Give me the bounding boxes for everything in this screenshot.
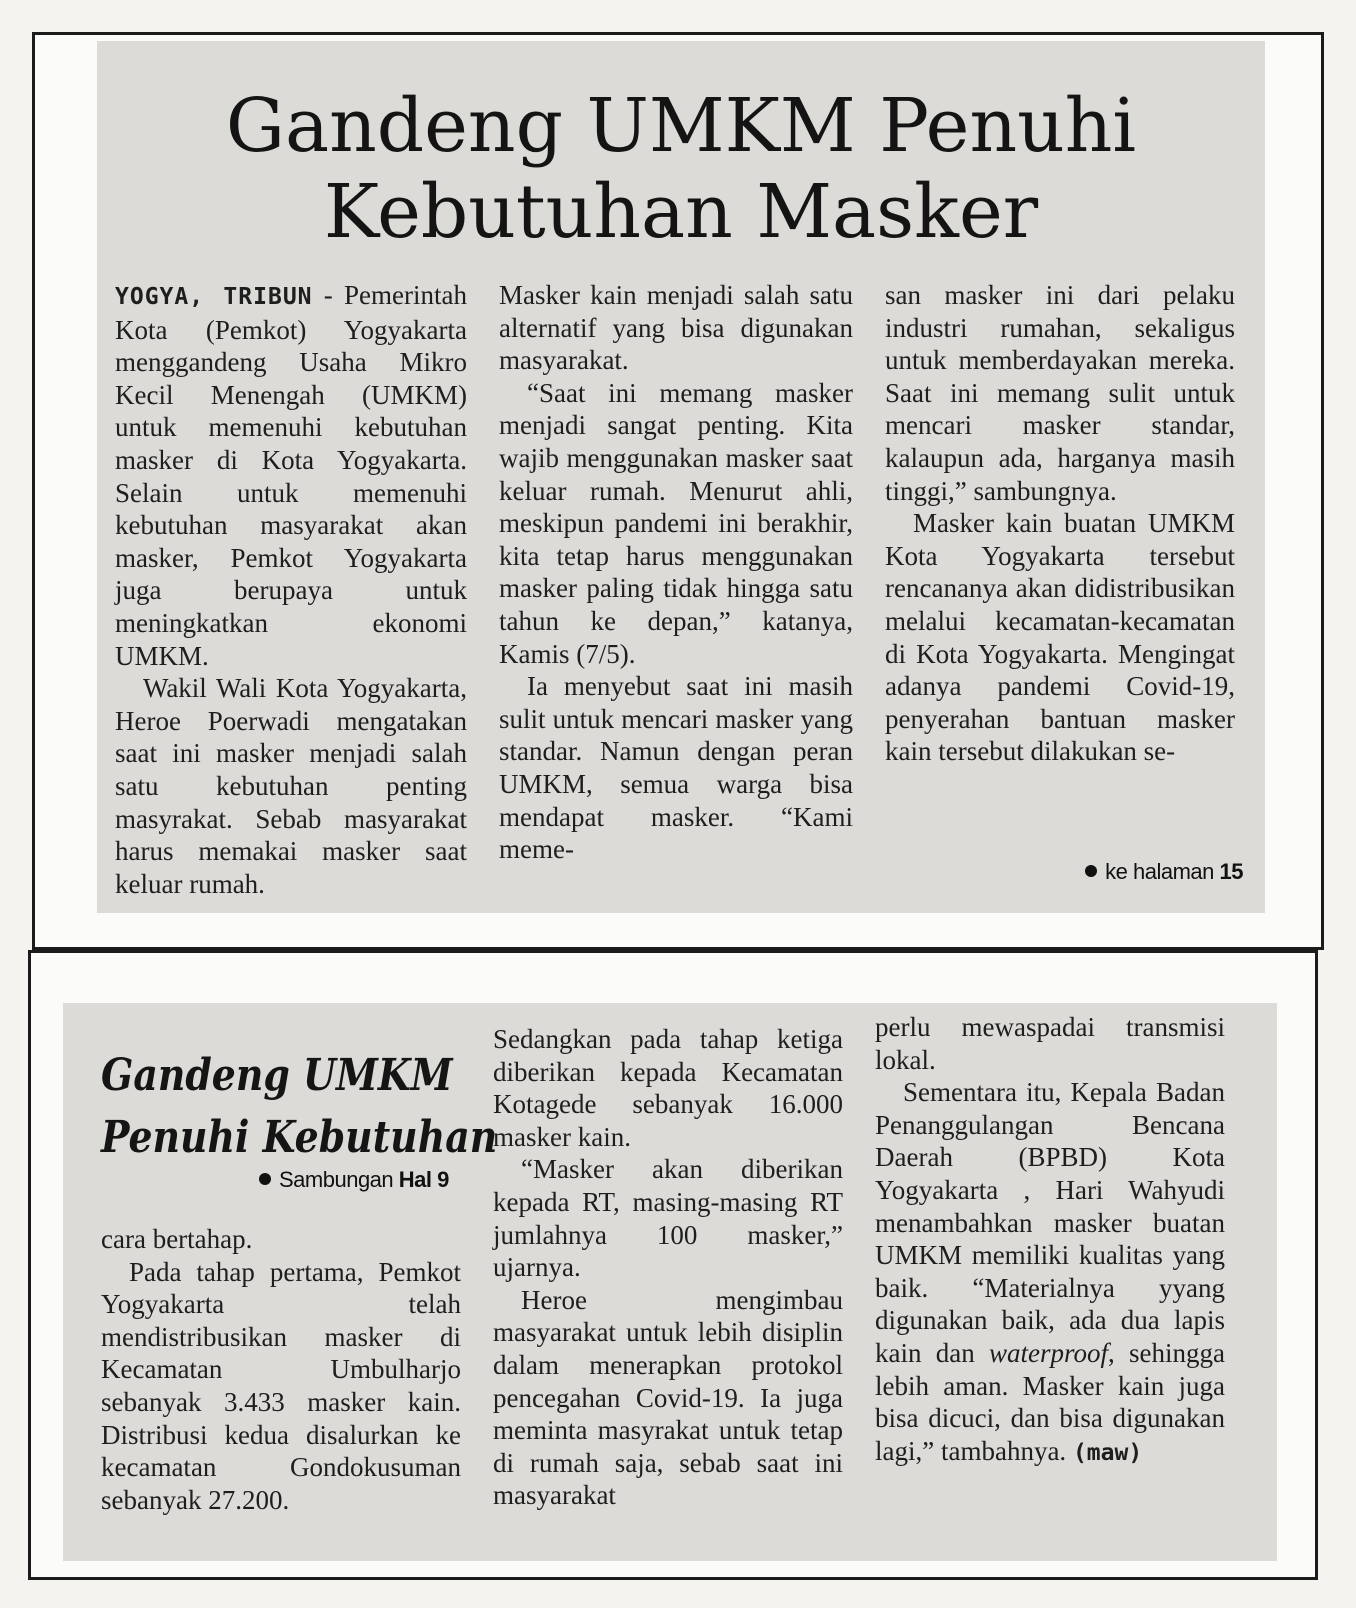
paragraph: Ia menyebut saat ini masih sulit untuk mencari masker yang standar. Namun dengan peran UMKM, semua warga bisa mendapat masker. “Kami meme- [499, 671, 853, 865]
article-column-2 [499, 279, 853, 866]
article-column-3 [875, 1011, 1225, 1469]
continued-from-reference [259, 1167, 449, 1193]
italic-text: waterproof [988, 1337, 1108, 1368]
bullet-icon [259, 1173, 271, 1185]
paragraph: cara bertahap. [101, 1224, 253, 1254]
paragraph: Sedangkan pada tahap ketiga diberikan kepada Kecamatan Kotagede sebanyak 16.000 masker kain. [493, 1024, 843, 1152]
article-column-1 [115, 279, 467, 900]
paragraph: san masker ini dari pelaku industri rumahan, sekaligus untuk memberdayakan mereka. Saat ini memang sulit untuk mencari masker standar, kalaupun ada, harganya masih tinggi,” sambungnya. [885, 280, 1235, 506]
paragraph: Heroe mengimbau masyarakat untuk lebih disiplin dalam menerapkan protokol pencegahan Covid-19. Ia juga meminta masyrakat untuk tetap di rumah saja, sebab saat ini masyarakat [493, 1284, 843, 1511]
continued-label: ke halaman [1105, 859, 1214, 884]
headline-line-2: Penuhi Kebutuhan [101, 1112, 498, 1163]
from-label: Sambungan [279, 1167, 394, 1192]
paragraph-text: , sehingga lebih aman. Masker kain juga bisa dicuci, dan bisa digunakan lagi,” tambahnya. [875, 1337, 1225, 1466]
headline-line-1: Gandeng UMKM [101, 1050, 453, 1101]
continued-reference [1085, 859, 1243, 885]
paragraph: “Saat ini memang masker menjadi sangat penting. Kita wajib menggunakan masker saat keluar rumah. Menurut ahli, meskipun pandemi ini berakhir, kita tetap harus menggunakan masker paling tidak hingga satu tahun ke depan,” katanya, Kamis (7/5). [499, 377, 853, 669]
paragraph-text: - Pemerintah Kota (Pemkot) Yogyakarta menggandeng Usaha Mikro Kecil Menengah (UMKM) untuk memenuhi kebutuhan masker di Kota Yogyakarta. Selain untuk memenuhi kebutuhan masyarakat akan masker, Pemkot Yogyakarta juga berupaya untuk meningkatkan ekonomi UMKM. [115, 280, 467, 671]
article-column-2 [493, 1023, 843, 1512]
article-column-1 [101, 1223, 461, 1516]
article-column-3 [885, 279, 1235, 768]
bottom-clipping-panel [28, 950, 1318, 1580]
bottom-article-clipping [63, 1003, 1277, 1561]
paragraph: Masker kain menjadi salah satu alternatif yang bisa digunakan masyarakat. [499, 280, 853, 376]
from-page: Hal 9 [398, 1167, 449, 1192]
paragraph: Pada tahap pertama, Pemkot Yogyakarta telah mendistribusikan masker di Kecamatan Umbulharjo sebanyak 3.433 masker kain. Distribusi kedua disalurkan ke kecamatan Gondokusuman sebanyak 27.200. [101, 1256, 461, 1515]
paragraph: perlu mewaspadai transmisi lokal. [875, 1012, 1225, 1075]
paragraph: “Masker akan diberikan kepada RT, masing-masing RT jumlahnya 100 masker,” ujarnya. [493, 1154, 843, 1283]
dateline: YOGYA, TRIBUN [115, 284, 313, 310]
top-clipping-panel [32, 32, 1324, 950]
continuation-headline [101, 1045, 497, 1169]
article-headline [97, 83, 1265, 255]
paragraph: Wakil Wali Kota Yogyakarta, Heroe Poerwadi mengatakan saat ini masker menjadi salah satu kebutuhan penting masyrakat. Sebab masyarakat harus memakai masker saat keluar rumah. [115, 673, 467, 899]
headline-line-1: Gandeng UMKM Penuhi [225, 83, 1137, 169]
paragraph: Masker kain buatan UMKM Kota Yogyakarta tersebut rencananya akan didistribusikan melalui kecamatan-kecamatan di Kota Yogyakarta. Mengingat adanya pandemi Covid-19, penyerahan bantuan masker kain tersebut dilakukan se- [885, 508, 1235, 767]
headline-line-2: Kebutuhan Masker [323, 169, 1039, 255]
bullet-icon [1085, 865, 1097, 877]
continued-page: 15 [1219, 859, 1243, 884]
paragraph-text: Sementara itu, Kepala Badan Penanggulangan Bencana Daerah (BPBD) Kota Yogyakarta , Hari Wahyudi menambahkan masker buatan UMKM memiliki kualitas yang baik. “Materialnya yyang digunakan baik, ada dua lapis kain dan [875, 1077, 1225, 1368]
paragraph [875, 1076, 1225, 1469]
top-article-clipping [97, 41, 1265, 913]
paragraph [115, 279, 467, 672]
byline: (maw) [1072, 1439, 1143, 1466]
